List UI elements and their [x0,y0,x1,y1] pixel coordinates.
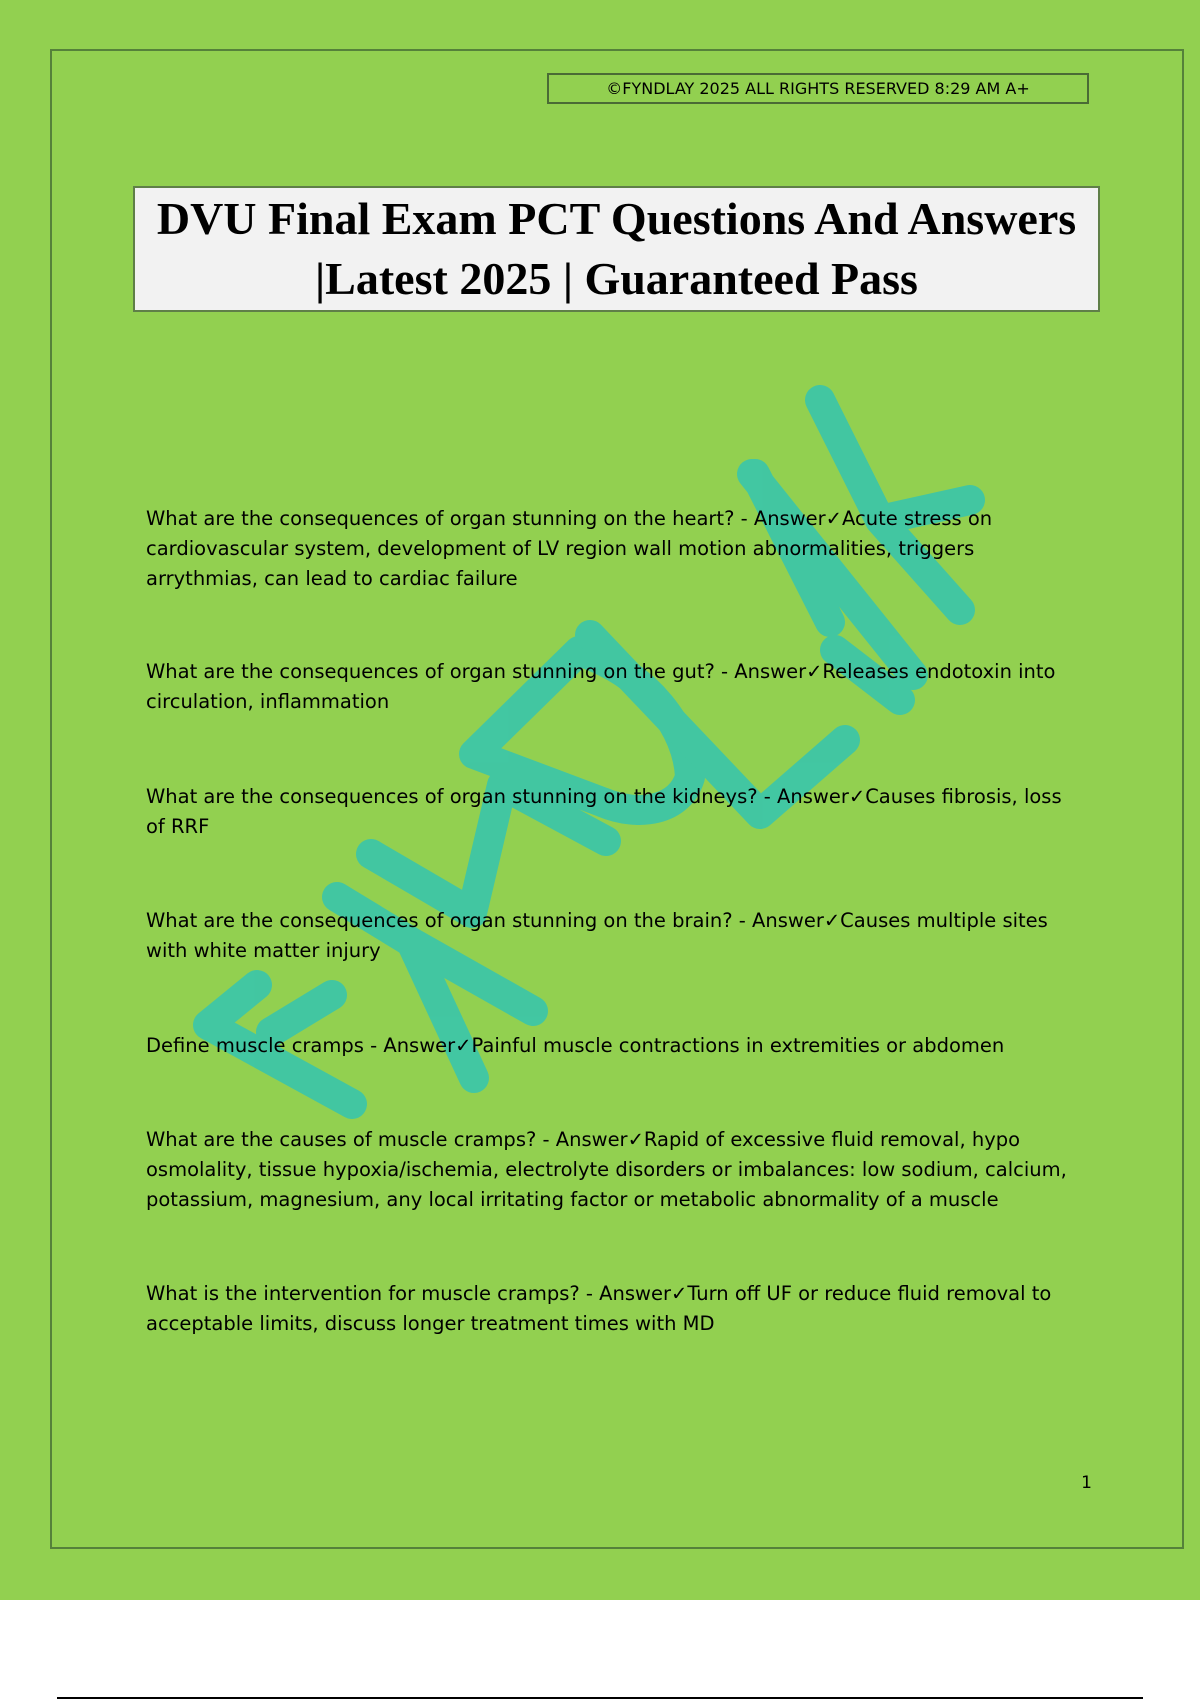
qa-item: What are the consequences of organ stunning on the heart? - Answer✓Acute stress on cardiovascular system, development of LV region wall motion abnormalities, triggers arrythmias, can lead to cardiac failure [146,507,993,590]
title-box [133,186,1100,312]
qa-item: Define muscle cramps - Answer✓Painful muscle contractions in extremities or abdomen [146,1034,1005,1057]
qa-item: What is the intervention for muscle cramps? - Answer✓Turn off UF or reduce fluid removal to acceptable limits, discuss longer treatment times with MD [146,1282,1052,1335]
page-number: 1 [1081,1473,1092,1493]
document-title: DVU Final Exam PCT Questions And Answers |Latest 2025 | Guaranteed Pass [156,193,1077,304]
qa-item: What are the causes of muscle cramps? - Answer✓Rapid of excessive fluid removal, hypo osmolality, tissue hypoxia/ischemia, electrolyte disorders or imbalances: low sodium, calcium, potassium, magnesium, any local irritating factor or metabolic abnormality of a muscle [146,1128,1067,1211]
qa-item: What are the consequences of organ stunning on the kidneys? - Answer✓Causes fibrosis, loss of RRF [146,785,1062,838]
qa-item: What are the consequences of organ stunning on the brain? - Answer✓Causes multiple sites with white matter injury [146,909,1048,962]
copyright-notice: ©FYNDLAY 2025 ALL RIGHTS RESERVED 8:29 AM A+ [547,73,1089,104]
qa-item: What are the consequences of organ stunning on the gut? - Answer✓Releases endotoxin into circulation, inflammation [146,660,1056,713]
bottom-divider [57,1697,1143,1699]
